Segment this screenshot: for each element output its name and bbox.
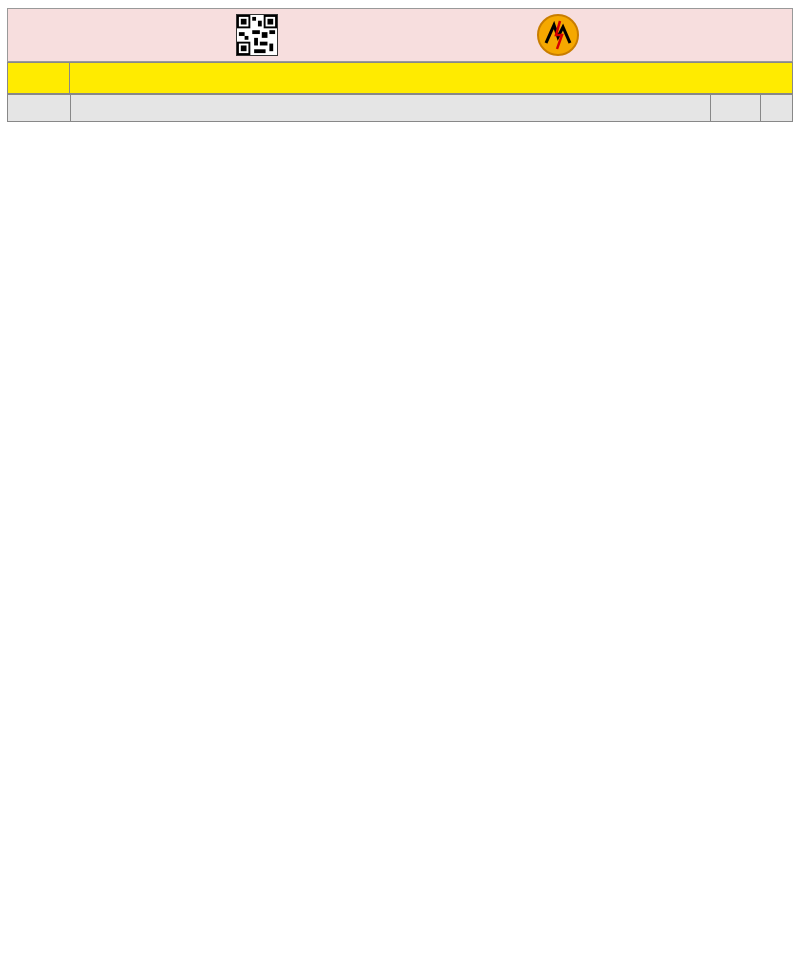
qr-code[interactable] [236,14,278,56]
title-bar [7,62,793,94]
table-header [7,94,793,122]
header-banner [7,8,793,62]
company-logo-icon [536,13,580,57]
col-time [8,95,70,121]
col-area [70,95,711,121]
col-city [710,95,761,121]
col-num [760,95,793,121]
qr-code-icon [237,15,277,55]
date-box [8,63,70,93]
